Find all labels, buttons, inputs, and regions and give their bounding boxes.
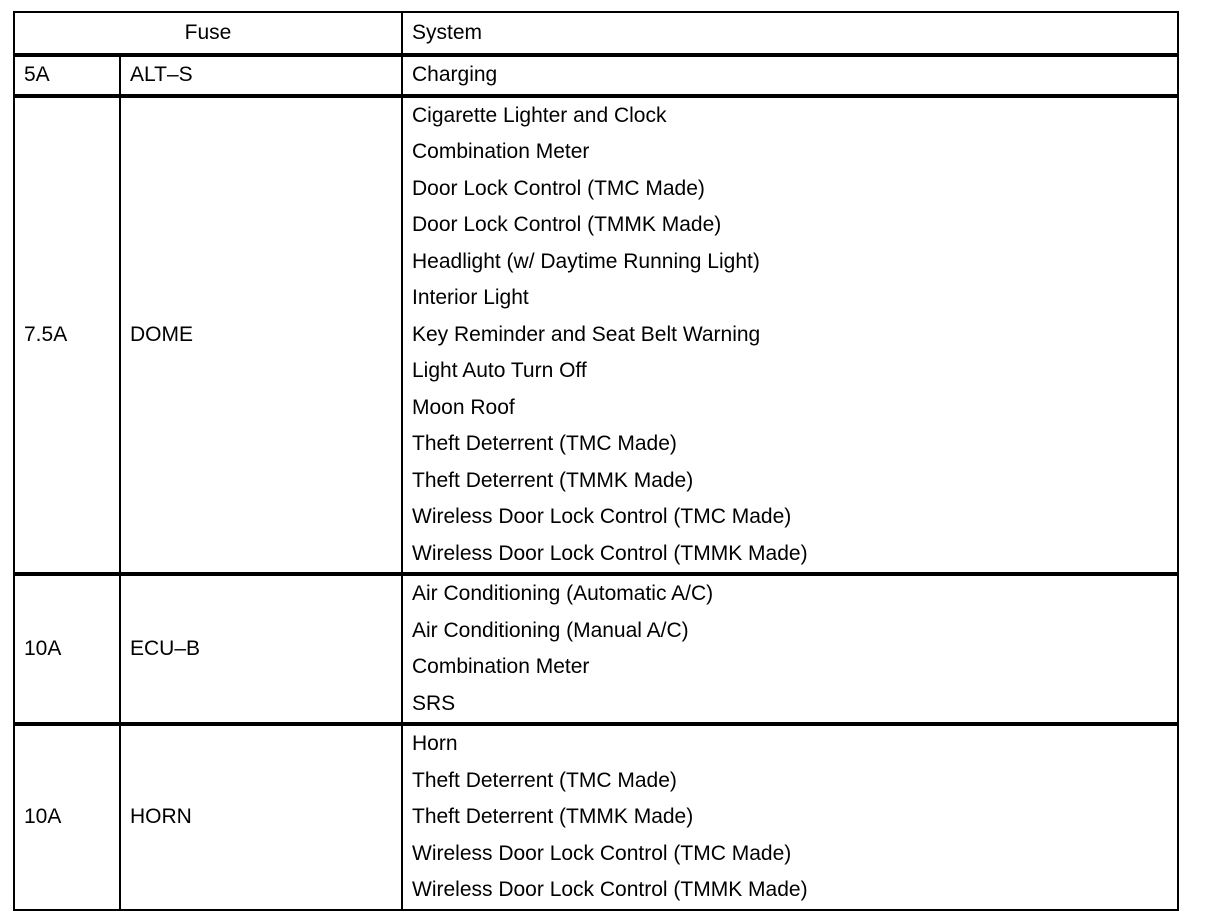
system-item: Light Auto Turn Off	[412, 359, 587, 382]
system-item: Door Lock Control (TMC Made)	[412, 176, 705, 200]
system-item: Interior Light	[412, 286, 529, 309]
table-row	[14, 724, 1178, 910]
fuse-name: ALT–S	[120, 55, 402, 96]
table-row	[14, 574, 1178, 724]
system-item: Key Reminder and Seat Belt Warning	[412, 322, 761, 346]
system-item: Theft Deterrent (TMMK Made)	[412, 805, 694, 828]
system-item: SRS	[412, 691, 456, 715]
fuse-system-table	[13, 11, 1179, 911]
system-item: Charging	[412, 63, 498, 86]
fuse-amperage: 10A	[14, 574, 120, 724]
system-list	[402, 724, 1178, 910]
table-header-row	[14, 12, 1178, 55]
fuse-name: ECU–B	[120, 574, 402, 724]
fuse-name: DOME	[120, 96, 402, 575]
system-item: Combination Meter	[412, 655, 590, 678]
system-list	[402, 96, 1178, 575]
fuse-column-header: Fuse	[14, 12, 402, 55]
fuse-amperage: 7.5A	[14, 96, 120, 575]
system-item: Horn	[412, 732, 458, 755]
system-item: Theft Deterrent (TMMK Made)	[412, 468, 694, 492]
system-item: Moon Roof	[412, 395, 515, 419]
system-item: Headlight (w/ Daytime Running Light)	[412, 249, 760, 273]
system-item: Wireless Door Lock Control (TMC Made)	[412, 841, 792, 865]
system-column-header: System	[402, 12, 1178, 55]
system-item: Wireless Door Lock Control (TMMK Made)	[412, 878, 808, 901]
table-row	[14, 55, 1178, 96]
fuse-amperage: 10A	[14, 724, 120, 910]
system-list	[402, 574, 1178, 724]
system-list	[402, 55, 1178, 96]
system-item: Door Lock Control (TMMK Made)	[412, 213, 722, 236]
system-item: Air Conditioning (Manual A/C)	[412, 618, 689, 642]
system-item: Wireless Door Lock Control (TMMK Made)	[412, 541, 808, 565]
system-item: Wireless Door Lock Control (TMC Made)	[412, 505, 792, 528]
system-item: Cigarette Lighter and Clock	[412, 103, 667, 127]
fuse-amperage: 5A	[14, 55, 120, 96]
system-item: Air Conditioning (Automatic A/C)	[412, 582, 714, 605]
table-row	[14, 96, 1178, 575]
system-item: Theft Deterrent (TMC Made)	[412, 768, 677, 792]
system-item: Theft Deterrent (TMC Made)	[412, 432, 677, 455]
system-item: Combination Meter	[412, 140, 590, 163]
fuse-name: HORN	[120, 724, 402, 910]
